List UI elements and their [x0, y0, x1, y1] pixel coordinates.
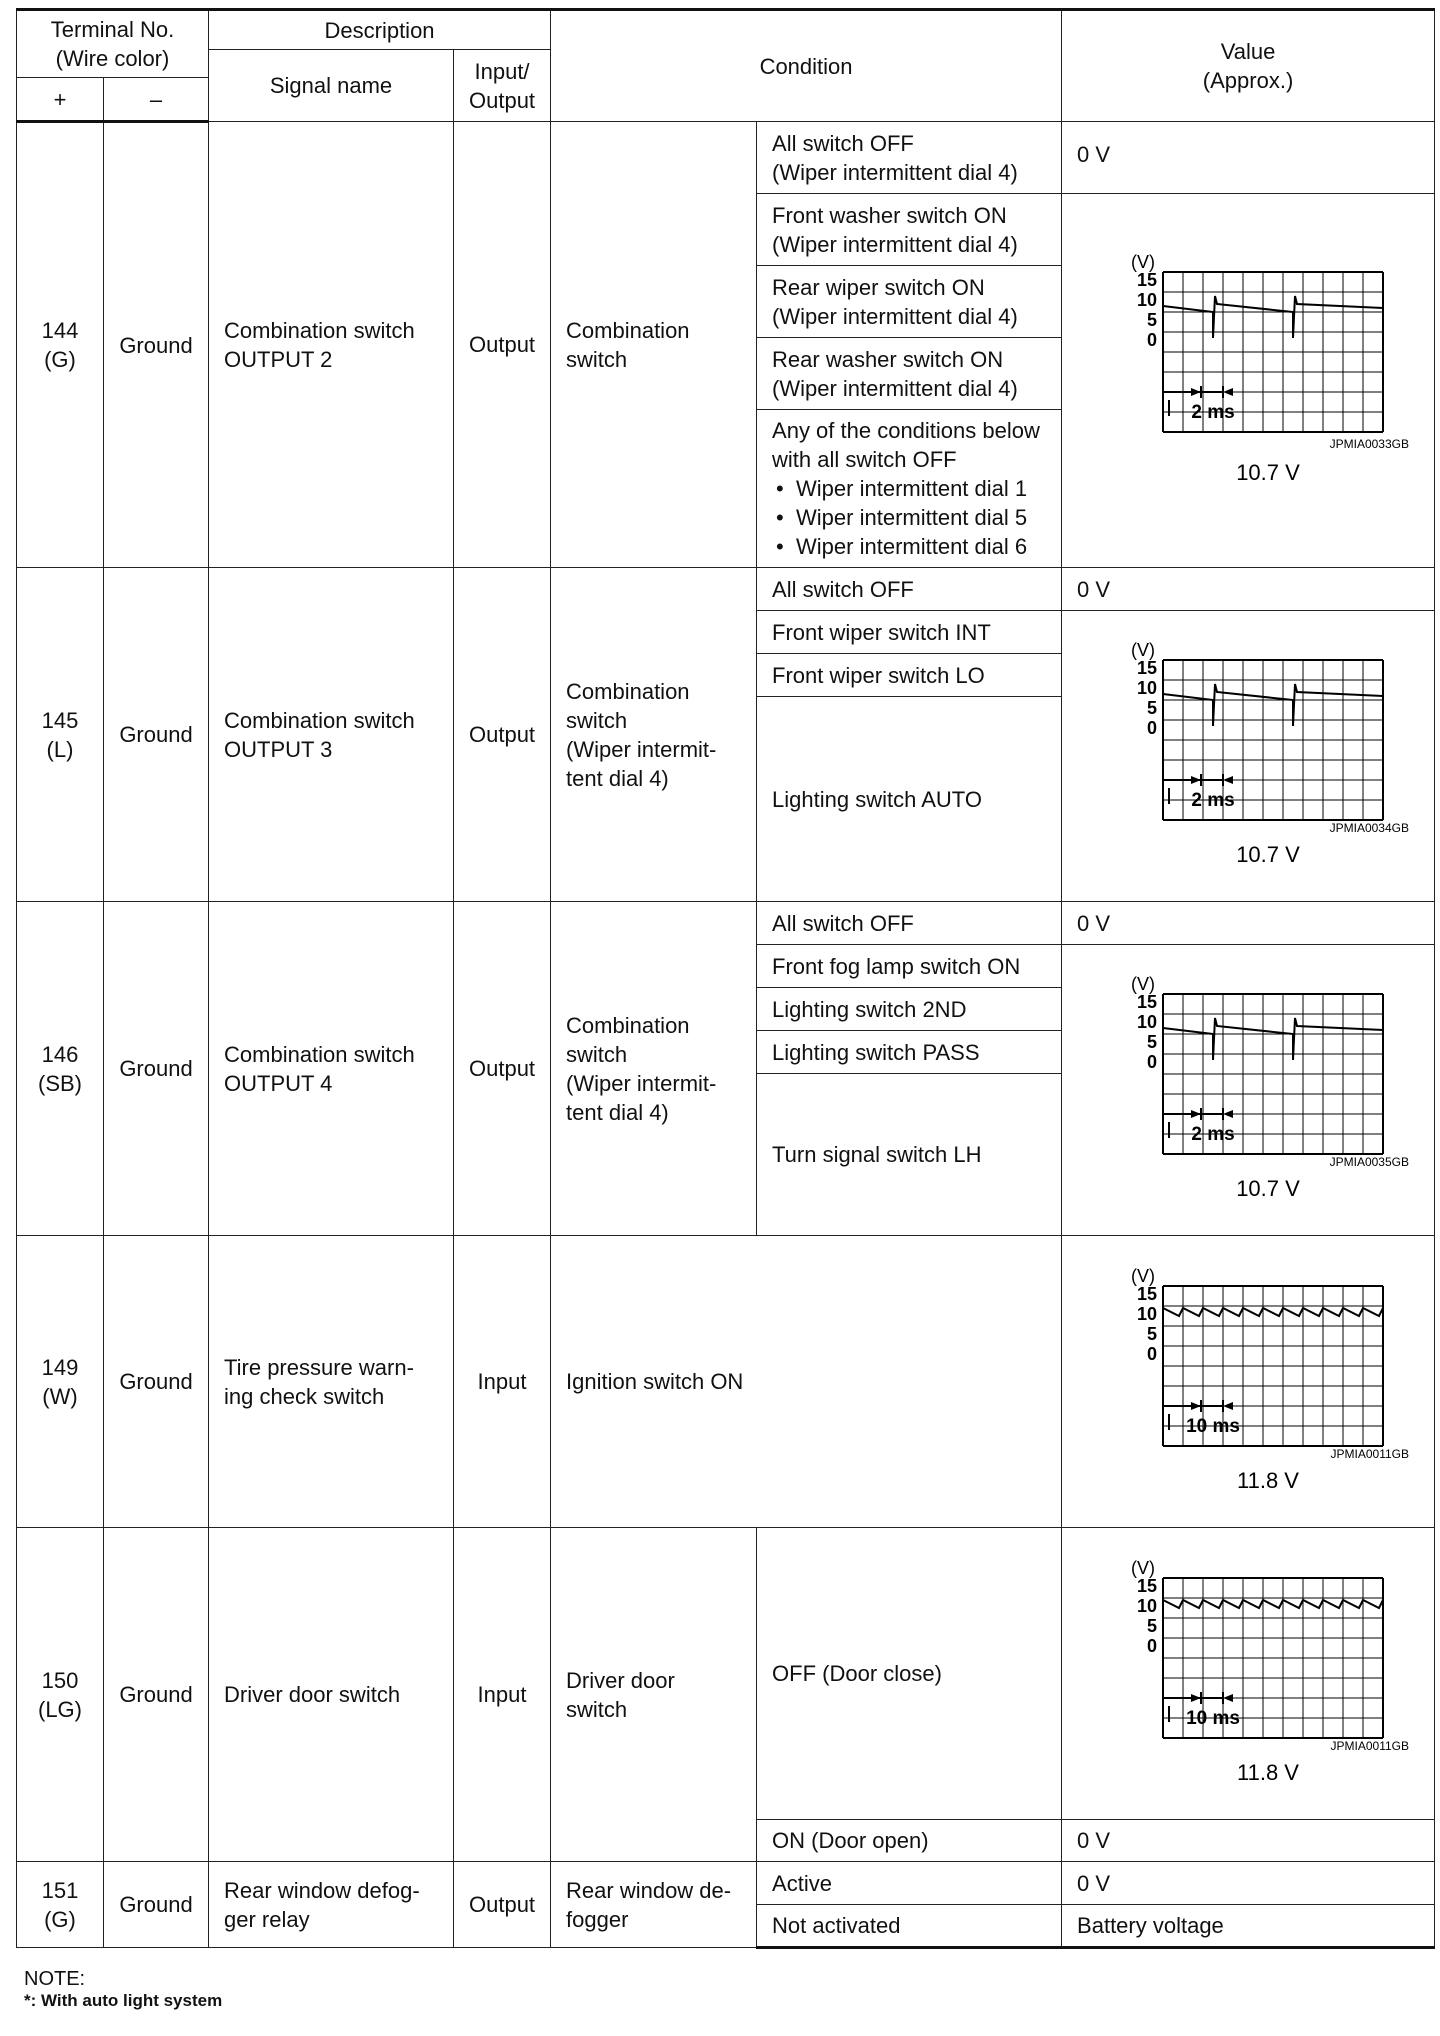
condition-main: Combination switch: [551, 122, 757, 568]
terminal-spec-table: [16, 8, 1435, 1949]
terminal-151: 151 (G): [17, 1862, 104, 1948]
waveform-cell: [1062, 945, 1435, 1236]
condition-main: Driver door switch: [551, 1528, 757, 1862]
wave-tick-label: 5: [1147, 1323, 1158, 1344]
wave-tick-label: 15: [1137, 1283, 1158, 1304]
waveform-figure: [1083, 970, 1413, 1210]
wave-unit-label: (V): [1131, 974, 1156, 994]
wave-unit-label: (V): [1131, 1265, 1156, 1286]
bullet-item: • Wiper intermittent dial 1: [772, 474, 1061, 503]
table-row: [17, 122, 1435, 194]
signal-name: Combination switch OUTPUT 3: [209, 568, 454, 902]
condition-item: Lighting switch AUTO: [757, 697, 1062, 902]
waveform-figure: [1083, 1554, 1413, 1794]
value-cell: Battery voltage: [1062, 1905, 1435, 1948]
signal-name: Combination switch OUTPUT 2: [209, 122, 454, 568]
wave-trace: [1163, 1308, 1383, 1316]
wave-tick-label: 15: [1137, 1575, 1158, 1596]
value-cell: 0 V: [1062, 902, 1435, 945]
signal-name: Combination switch OUTPUT 4: [209, 902, 454, 1236]
signal-name: Tire pressure warn- ing check switch: [209, 1236, 454, 1528]
wave-tick-label: 0: [1147, 1052, 1158, 1072]
note-title: NOTE:: [24, 1968, 86, 1990]
terminal-no-header: Terminal No. (Wire color): [17, 10, 209, 78]
wave-unit-label: (V): [1131, 1557, 1156, 1578]
table-row: [17, 1528, 1435, 1820]
terminal-145: 145 (L): [17, 568, 104, 902]
minus-header: –: [104, 78, 209, 122]
bullet-item: • Wiper intermittent dial 6: [772, 532, 1061, 561]
condition-main: Combination switch (Wiper intermit- tent dial 4): [551, 902, 757, 1236]
io-cell: Input: [454, 1236, 551, 1528]
wave-scale-label: 2 ms: [1191, 790, 1235, 811]
ground-cell: Ground: [104, 568, 209, 902]
condition-item: Front washer switch ON (Wiper intermittent dial 4): [757, 194, 1062, 266]
ground-cell: Ground: [104, 1862, 209, 1948]
value-cell: 0 V: [1062, 1820, 1435, 1862]
wave-tick-label: 15: [1137, 992, 1158, 1012]
condition-item: Lighting switch 2ND: [757, 988, 1062, 1031]
value-cell: 0 V: [1062, 1862, 1435, 1905]
condition-item: Rear washer switch ON (Wiper intermittent dial 4): [757, 338, 1062, 410]
ground-cell: Ground: [104, 1528, 209, 1862]
wave-scale-label: 10 ms: [1186, 1707, 1240, 1729]
wave-trace: [1163, 1600, 1383, 1608]
wave-scale-label: 2 ms: [1191, 1124, 1235, 1145]
wave-tick-label: 10: [1137, 1595, 1158, 1616]
condition-item: Front wiper switch LO: [757, 654, 1062, 697]
condition-item: Front wiper switch INT: [757, 611, 1062, 654]
wave-tick-label: 0: [1147, 1343, 1158, 1364]
io-cell: Input: [454, 1528, 551, 1862]
terminal-spec-sheet: [16, 8, 1434, 1958]
table-row: [17, 1236, 1435, 1528]
wave-tick-label: 15: [1137, 658, 1158, 678]
wave-tick-label: 10: [1137, 1303, 1158, 1324]
wave-tick-label: 5: [1147, 1032, 1158, 1052]
figure-code: JPMIA0011GB: [1330, 1446, 1410, 1461]
io-cell: Output: [454, 122, 551, 568]
wave-tick-label: 5: [1147, 1615, 1158, 1636]
figure-code: JPMIA0035GB: [1329, 1155, 1410, 1169]
ground-cell: Ground: [104, 122, 209, 568]
voltage-reading: 11.8 V: [1237, 1759, 1300, 1785]
signal-name-header: Signal name: [209, 50, 454, 122]
value-cell: 0 V: [1062, 122, 1435, 194]
condition-item: Any of the conditions below with all switch OFF • Wiper intermittent dial 1 • Wiper intermittent dial 5 • Wiper intermittent dial 6: [757, 410, 1062, 568]
table-row: [17, 1862, 1435, 1905]
condition-header: Condition: [551, 10, 1062, 122]
wave-tick-label: 10: [1137, 678, 1158, 698]
condition-item: All switch OFF (Wiper intermittent dial 4): [757, 122, 1062, 194]
figure-code: JPMIA0033GB: [1329, 437, 1410, 451]
waveform-figure: [1083, 636, 1413, 876]
input-output-header: Input/ Output: [454, 50, 551, 122]
value-cell: 0 V: [1062, 568, 1435, 611]
table-row: [17, 568, 1435, 611]
figure-code: JPMIA0034GB: [1329, 821, 1410, 835]
waveform-figure: [1083, 1262, 1413, 1502]
condition-item: Active: [757, 1862, 1062, 1905]
condition-item: OFF (Door close): [757, 1528, 1062, 1820]
wave-tick-label: 5: [1147, 310, 1158, 330]
wave-tick-label: 10: [1137, 1012, 1158, 1032]
note-text: *: With auto light system: [24, 1991, 223, 2010]
wave-unit-label: (V): [1131, 252, 1156, 272]
wave-tick-label: 0: [1147, 1635, 1158, 1656]
footnote: [24, 1968, 222, 2011]
plus-header: +: [17, 78, 104, 122]
waveform-cell: [1062, 1528, 1435, 1820]
ground-cell: Ground: [104, 1236, 209, 1528]
waveform-cell: [1062, 194, 1435, 568]
table-row: [17, 902, 1435, 945]
condition-item: Not activated: [757, 1905, 1062, 1948]
wave-tick-label: 0: [1147, 718, 1158, 738]
value-header: Value (Approx.): [1062, 10, 1435, 122]
bullet-item: • Wiper intermittent dial 5: [772, 503, 1061, 532]
wave-tick-label: 10: [1137, 290, 1158, 310]
voltage-reading: 10.7 V: [1236, 1176, 1300, 1201]
voltage-reading: 11.8 V: [1237, 1467, 1300, 1493]
wave-tick-label: 5: [1147, 698, 1158, 718]
terminal-144: 144 (G): [17, 122, 104, 568]
wave-unit-label: (V): [1131, 640, 1156, 660]
condition-item: Ignition switch ON: [551, 1236, 1062, 1528]
waveform-cell: [1062, 611, 1435, 902]
figure-code: JPMIA0011GB: [1330, 1738, 1410, 1753]
terminal-146: 146 (SB): [17, 902, 104, 1236]
condition-item: All switch OFF: [757, 902, 1062, 945]
ground-cell: Ground: [104, 902, 209, 1236]
signal-name: Driver door switch: [209, 1528, 454, 1862]
condition-item: Front fog lamp switch ON: [757, 945, 1062, 988]
waveform-cell: [1062, 1236, 1435, 1528]
io-cell: Output: [454, 568, 551, 902]
wave-tick-label: 15: [1137, 270, 1158, 290]
waveform-figure: [1083, 248, 1413, 513]
terminal-150: 150 (LG): [17, 1528, 104, 1862]
wave-scale-label: 2 ms: [1191, 402, 1235, 423]
condition-item: Rear wiper switch ON (Wiper intermittent dial 4): [757, 266, 1062, 338]
condition-item: Lighting switch PASS: [757, 1031, 1062, 1074]
voltage-reading: 10.7 V: [1236, 842, 1300, 867]
terminal-149: 149 (W): [17, 1236, 104, 1528]
voltage-reading: 10.7 V: [1236, 460, 1300, 485]
condition-item: ON (Door open): [757, 1820, 1062, 1862]
io-cell: Output: [454, 902, 551, 1236]
wave-scale-label: 10 ms: [1186, 1415, 1240, 1437]
wave-tick-label: 0: [1147, 330, 1158, 350]
condition-item: Turn signal switch LH: [757, 1074, 1062, 1236]
io-cell: Output: [454, 1862, 551, 1948]
condition-item: All switch OFF: [757, 568, 1062, 611]
condition-main: Rear window de- fogger: [551, 1862, 757, 1948]
condition-main: Combination switch (Wiper intermit- tent dial 4): [551, 568, 757, 902]
condition-bullets: [772, 474, 1061, 561]
description-header: Description: [209, 10, 551, 50]
signal-name: Rear window defog- ger relay: [209, 1862, 454, 1948]
